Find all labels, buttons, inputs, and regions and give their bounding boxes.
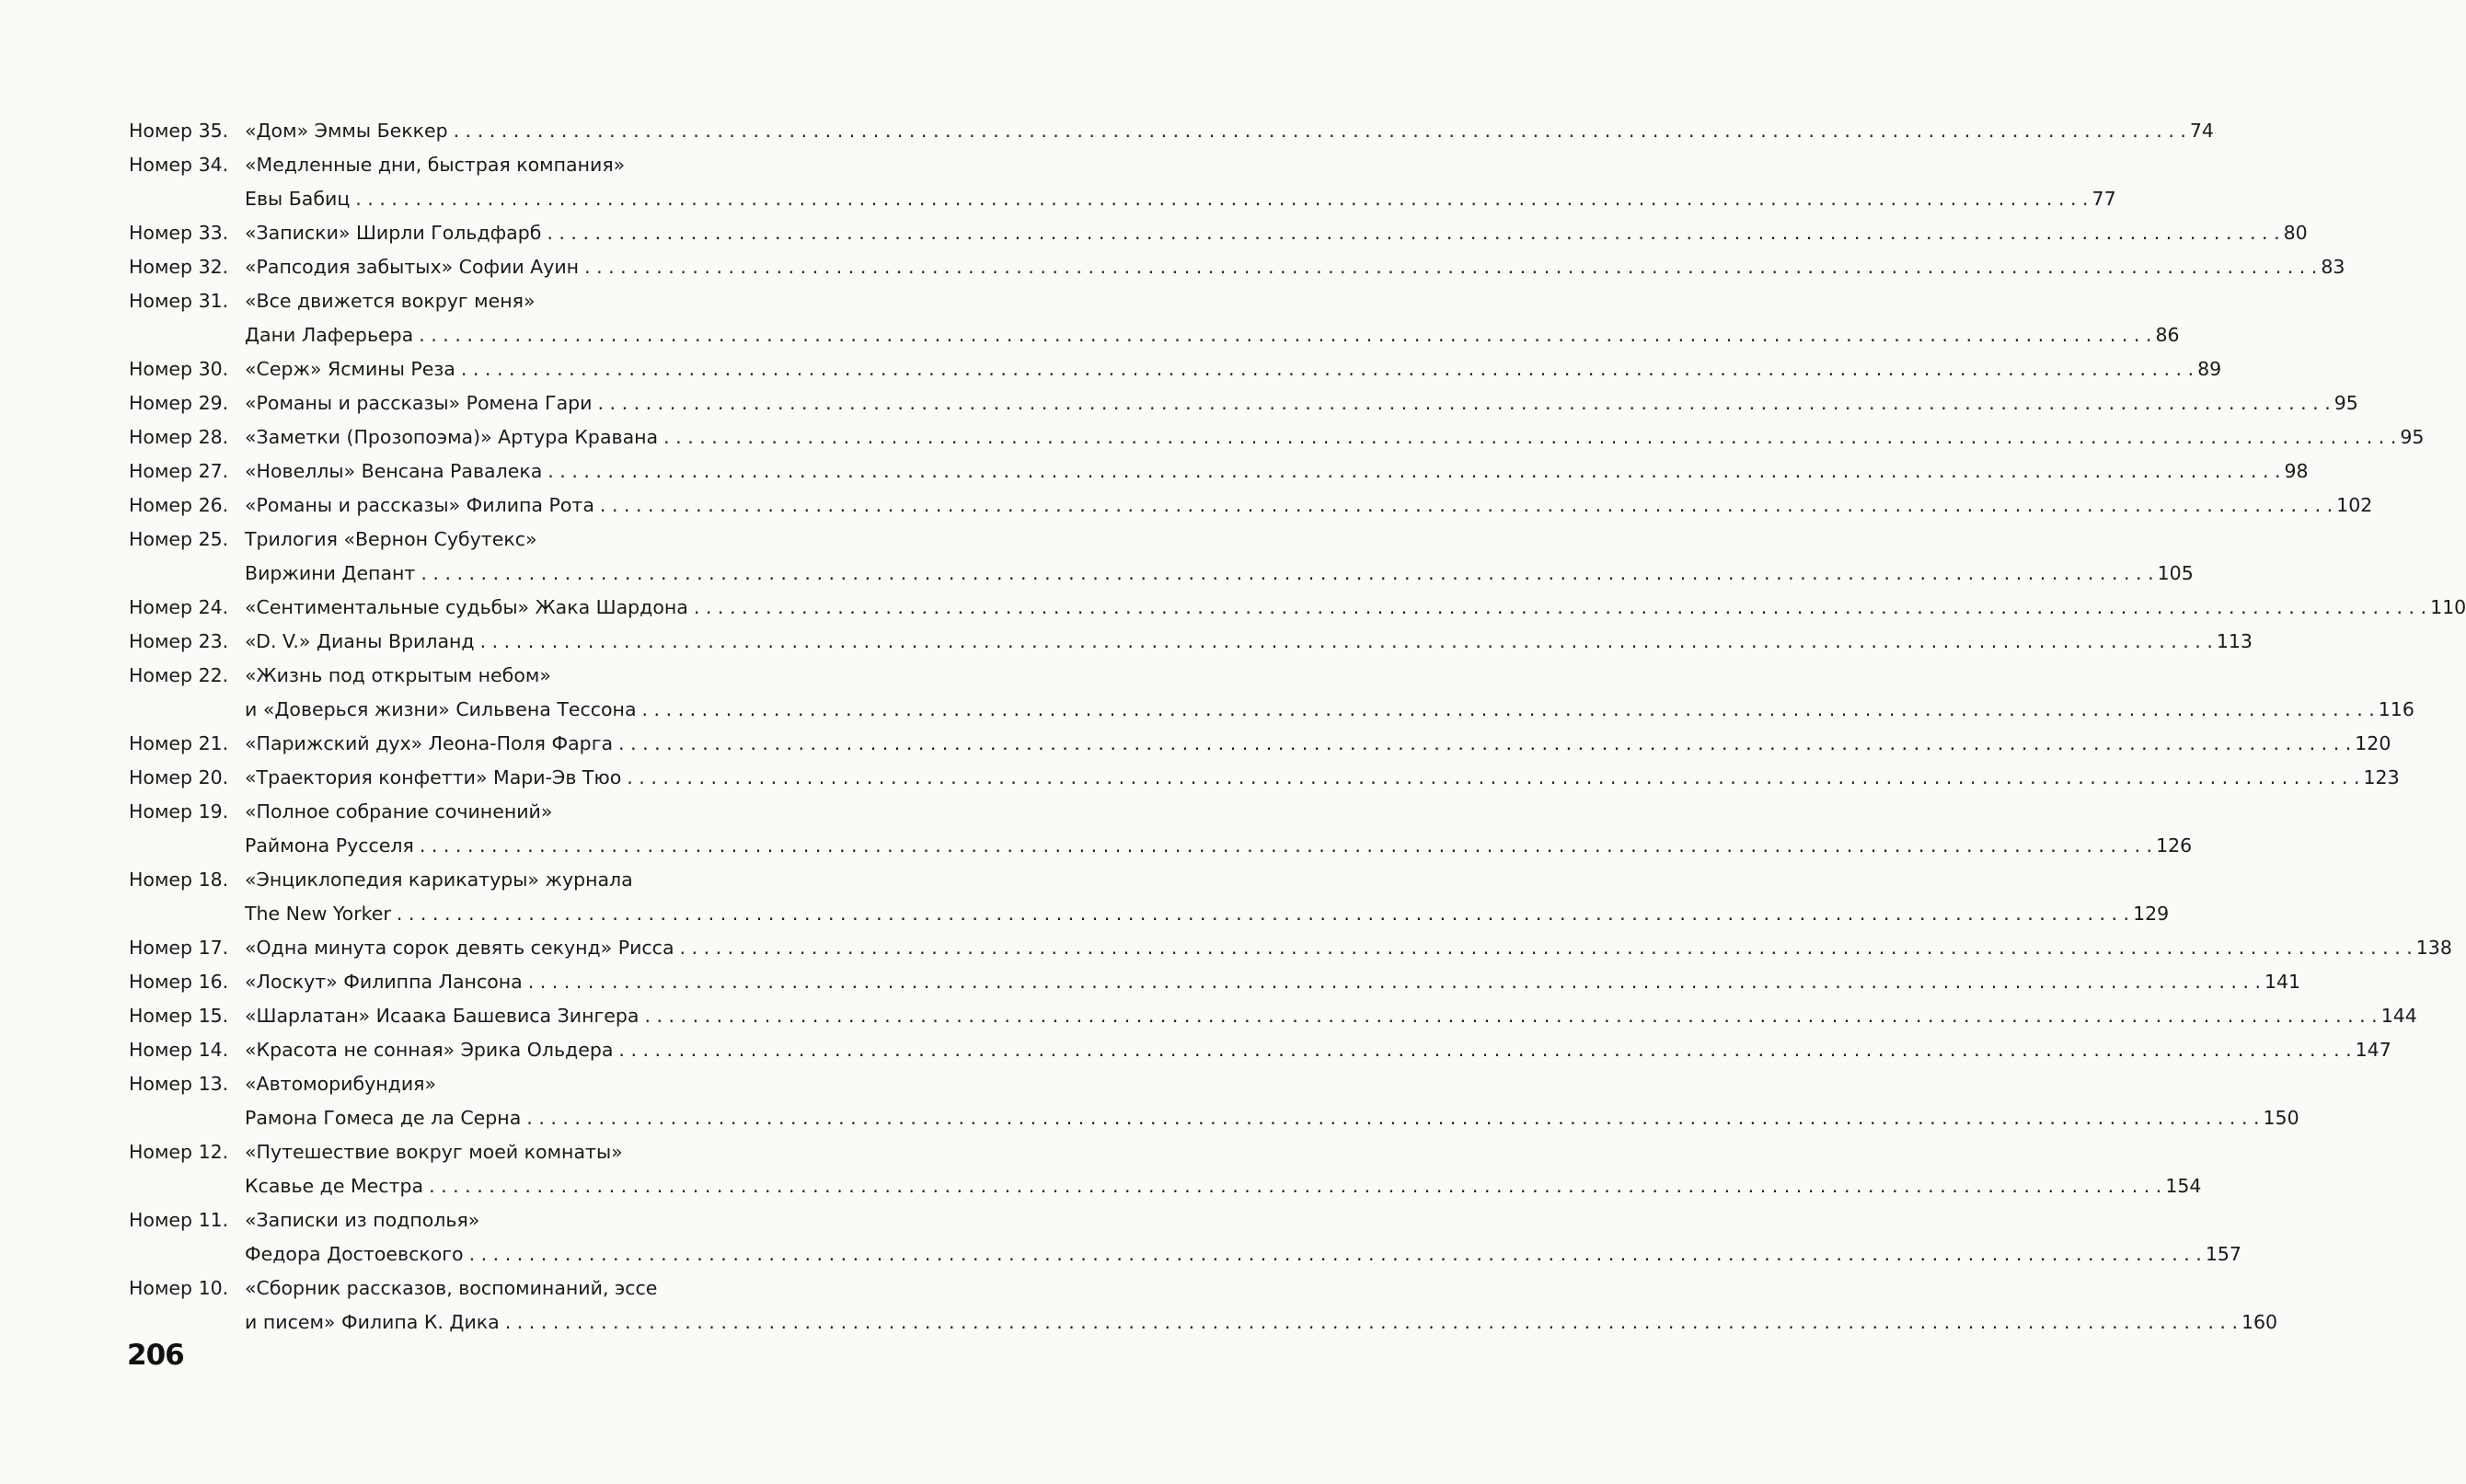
toc-entry-line (129, 386, 2358, 420)
toc-entry-number: Номер 30. (129, 358, 229, 380)
toc-entry-number: Номер 34. (129, 154, 229, 176)
toc-entry (129, 591, 2466, 625)
toc-entry-page: 105 (2157, 562, 2194, 584)
toc-entry-title: «Шарлатан» Исаака Башевиса Зингера (245, 1005, 640, 1027)
toc-leader-dots (397, 897, 2129, 931)
toc-leader-dots (694, 591, 2426, 625)
toc-entry (129, 250, 2345, 284)
toc-entry-number: Номер 27. (129, 460, 229, 482)
toc-entry (129, 795, 2193, 863)
toc-entry-line (129, 795, 793, 829)
toc-entry-page: 160 (2241, 1311, 2278, 1333)
toc-entry-line (129, 148, 793, 182)
toc-entry-number: Номер 25. (129, 528, 229, 550)
toc-entry-title: The New Yorker (245, 903, 391, 925)
toc-entry-number: Номер 14. (129, 1039, 229, 1061)
toc-entry-page: 86 (2155, 324, 2180, 346)
toc-entry-page: 120 (2355, 732, 2391, 754)
toc-entry-title: «Одна минута сорок девять секунд» Рисса (245, 937, 674, 959)
toc-entry-line (129, 1203, 793, 1237)
toc-entry-line (129, 420, 2425, 454)
toc-leader-dots (644, 999, 2377, 1033)
toc-entry-page: 102 (2336, 494, 2373, 516)
toc-entry (129, 420, 2425, 454)
toc-entry-number: Номер 18. (129, 869, 229, 891)
toc-entry-line (129, 727, 2391, 761)
toc-entry (129, 761, 2400, 795)
toc-entry-number: Номер 22. (129, 664, 229, 686)
toc-entry (129, 523, 2194, 591)
toc-entry (129, 352, 2222, 386)
page-number: 206 (127, 1339, 184, 1372)
toc-entry (129, 114, 2214, 148)
toc-entry-number: Номер 23. (129, 630, 229, 652)
toc-entry-line (129, 1271, 793, 1306)
toc-entry-title: «Записки из подполья» (245, 1209, 480, 1231)
toc-entry-line (129, 761, 2400, 795)
toc-entry-title: «Путешествие вокруг моей комнаты» (245, 1141, 623, 1163)
toc-entry-page: 144 (2380, 1005, 2417, 1027)
toc-leader-dots (505, 1306, 2238, 1340)
toc-entry-line (129, 1067, 793, 1101)
toc-entry-title: «Автоморибундия» (245, 1073, 437, 1095)
toc-entry-page: 157 (2205, 1243, 2241, 1265)
toc-entry-title: Дани Лаферьера (245, 324, 414, 346)
toc-entry-line (129, 1306, 2278, 1340)
table-of-contents (129, 114, 2466, 1340)
toc-entry-line (129, 931, 2452, 965)
toc-entry-line (129, 284, 793, 318)
toc-entry-title: «Траектория конфетти» Мари-Эв Тюо (245, 766, 622, 788)
toc-entry-line (129, 523, 793, 557)
toc-leader-dots (419, 318, 2151, 352)
toc-entry-line (129, 591, 2466, 625)
toc-entry-line (129, 352, 2222, 386)
toc-entry-page: 138 (2415, 937, 2452, 959)
toc-leader-dots (421, 557, 2153, 591)
toc-entry-title: и писем» Филипа К. Дика (245, 1311, 500, 1333)
toc-entry-page: 89 (2197, 358, 2222, 380)
toc-entry-number: Номер 13. (129, 1073, 229, 1095)
toc-entry-number: Номер 16. (129, 971, 229, 993)
toc-leader-dots (480, 625, 2213, 659)
toc-leader-dots (627, 761, 2359, 795)
toc-entry (129, 148, 2116, 216)
toc-entry-title: Федора Достоевского (245, 1243, 464, 1265)
toc-entry-line (129, 1101, 2299, 1135)
toc-leader-dots (429, 1169, 2161, 1203)
toc-entry-line (129, 1033, 2391, 1067)
toc-leader-dots (680, 931, 2413, 965)
toc-entry-number: Номер 11. (129, 1209, 229, 1231)
toc-entry-line (129, 489, 2373, 523)
toc-entry-page: 74 (2189, 120, 2214, 142)
toc-entry-title: Рамона Гомеса де ла Серна (245, 1107, 522, 1129)
toc-entry-title: «Рапсодия забытых» Софии Ауин (245, 256, 580, 278)
toc-entry-title: Трилогия «Вернон Субутекс» (245, 528, 537, 550)
toc-entry-line (129, 693, 2414, 727)
toc-leader-dots (454, 114, 2186, 148)
toc-leader-dots (618, 1033, 2351, 1067)
toc-entry (129, 931, 2452, 965)
toc-leader-dots (420, 829, 2152, 863)
toc-entry-title: «Заметки (Прозопоэма)» Артура Кравана (245, 426, 659, 448)
toc-entry-page: 123 (2363, 766, 2400, 788)
toc-entry-page: 95 (2333, 392, 2358, 414)
toc-leader-dots (600, 489, 2333, 523)
toc-entry (129, 386, 2358, 420)
toc-entry-line (129, 454, 2309, 489)
toc-leader-dots (642, 693, 2375, 727)
toc-entry-page: 80 (2283, 222, 2308, 244)
toc-leader-dots (461, 352, 2194, 386)
toc-entry-number: Номер 15. (129, 1005, 229, 1027)
toc-entry (129, 216, 2308, 250)
toc-entry (129, 625, 2253, 659)
toc-entry-line (129, 1237, 2241, 1271)
toc-entry-title: «Энциклопедия карикатуры» журнала (245, 869, 633, 891)
toc-leader-dots (355, 182, 2088, 216)
toc-entry (129, 489, 2373, 523)
toc-entry-page: 116 (2378, 698, 2414, 720)
toc-entry-number: Номер 17. (129, 937, 229, 959)
toc-entry-number: Номер 32. (129, 256, 229, 278)
toc-entry-number: Номер 29. (129, 392, 229, 414)
toc-entry (129, 965, 2301, 999)
toc-entry (129, 284, 2180, 352)
toc-entry-page: 98 (2284, 460, 2309, 482)
toc-entry-title: Раймона Русселя (245, 834, 414, 857)
toc-leader-dots (547, 216, 2279, 250)
toc-entry-line (129, 182, 2116, 216)
toc-entry-page: 77 (2091, 188, 2116, 210)
toc-entry-line (129, 1135, 793, 1169)
toc-entry-title: «Парижский дух» Леона-Поля Фарга (245, 732, 614, 754)
toc-entry-title: «Записки» Ширли Гольдфарб (245, 222, 542, 244)
toc-entry-page: 147 (2355, 1039, 2391, 1061)
toc-entry-line (129, 114, 2214, 148)
toc-entry-page: 129 (2133, 903, 2170, 925)
toc-entry-number: Номер 20. (129, 766, 229, 788)
toc-entry-page: 150 (2263, 1107, 2299, 1129)
toc-entry-page: 154 (2165, 1175, 2202, 1197)
toc-entry-line (129, 1169, 2202, 1203)
toc-entry-title: «Красота не сонная» Эрика Ольдера (245, 1039, 614, 1061)
toc-entry (129, 1203, 2241, 1271)
toc-entry (129, 1067, 2299, 1135)
toc-entry-title: «Все движется вокруг меня» (245, 290, 536, 312)
toc-leader-dots (584, 250, 2317, 284)
toc-entry-line (129, 250, 2345, 284)
toc-entry-title: «Сентиментальные судьбы» Жака Шардона (245, 596, 688, 618)
toc-entry-title: и «Доверься жизни» Сильвена Тессона (245, 698, 637, 720)
toc-entry-title: «Серж» Ясмины Реза (245, 358, 455, 380)
toc-entry-line (129, 659, 793, 693)
toc-entry-line (129, 318, 2180, 352)
toc-entry-page: 83 (2321, 256, 2345, 278)
toc-entry-line (129, 625, 2253, 659)
toc-entry-number: Номер 28. (129, 426, 229, 448)
toc-leader-dots (526, 1101, 2259, 1135)
toc-entry-title: «Новеллы» Венсана Равалека (245, 460, 543, 482)
toc-entry (129, 1271, 2278, 1340)
toc-entry-number: Номер 10. (129, 1277, 229, 1299)
toc-entry-title: «Лоскут» Филиппа Лансона (245, 971, 523, 993)
toc-entry-number: Номер 35. (129, 120, 229, 142)
toc-leader-dots (598, 386, 2331, 420)
toc-entry-title: Ксавье де Местра (245, 1175, 424, 1197)
toc-entry (129, 1033, 2391, 1067)
toc-entry-line (129, 863, 793, 897)
toc-entry-line (129, 999, 2417, 1033)
toc-entry (129, 863, 2170, 931)
toc-entry-number: Номер 26. (129, 494, 229, 516)
toc-entry-page: 126 (2156, 834, 2193, 857)
toc-entry-title: «Сборник рассказов, воспоминаний, эссе (245, 1277, 658, 1299)
toc-entry-line (129, 897, 2170, 931)
toc-entry-number: Номер 12. (129, 1141, 229, 1163)
toc-entry-title: «Полное собрание сочинений» (245, 800, 553, 823)
toc-leader-dots (547, 454, 2280, 489)
toc-entry-number: Номер 24. (129, 596, 229, 618)
toc-entry-page: 95 (2400, 426, 2425, 448)
toc-leader-dots (469, 1237, 2202, 1271)
toc-entry-line (129, 216, 2308, 250)
toc-entry-title: «Романы и рассказы» Ромена Гари (245, 392, 593, 414)
toc-entry (129, 1135, 2202, 1203)
toc-entry (129, 727, 2391, 761)
toc-entry-number: Номер 31. (129, 290, 229, 312)
toc-entry-line (129, 829, 2193, 863)
toc-entry-title: «Романы и рассказы» Филипа Рота (245, 494, 594, 516)
toc-entry-title: «Дом» Эммы Беккер (245, 120, 448, 142)
toc-entry-number: Номер 21. (129, 732, 229, 754)
toc-entry (129, 659, 2414, 727)
toc-leader-dots (618, 727, 2351, 761)
toc-entry-title: «Жизнь под открытым небом» (245, 664, 551, 686)
toc-entry-title: Виржини Депант (245, 562, 416, 584)
toc-entry-page: 110 (2430, 596, 2466, 618)
toc-entry (129, 454, 2309, 489)
toc-entry-title: «D. V.» Дианы Вриланд (245, 630, 475, 652)
toc-entry-page: 113 (2216, 630, 2253, 652)
toc-leader-dots (528, 965, 2261, 999)
toc-entry-title: Евы Бабиц (245, 188, 351, 210)
toc-entry (129, 999, 2417, 1033)
toc-entry-title: «Медленные дни, быстрая компания» (245, 154, 626, 176)
toc-entry-line (129, 965, 2301, 999)
toc-entry-number: Номер 33. (129, 222, 229, 244)
toc-leader-dots (663, 420, 2396, 454)
toc-entry-page: 141 (2264, 971, 2301, 993)
toc-entry-line (129, 557, 2194, 591)
toc-entry-number: Номер 19. (129, 800, 229, 823)
